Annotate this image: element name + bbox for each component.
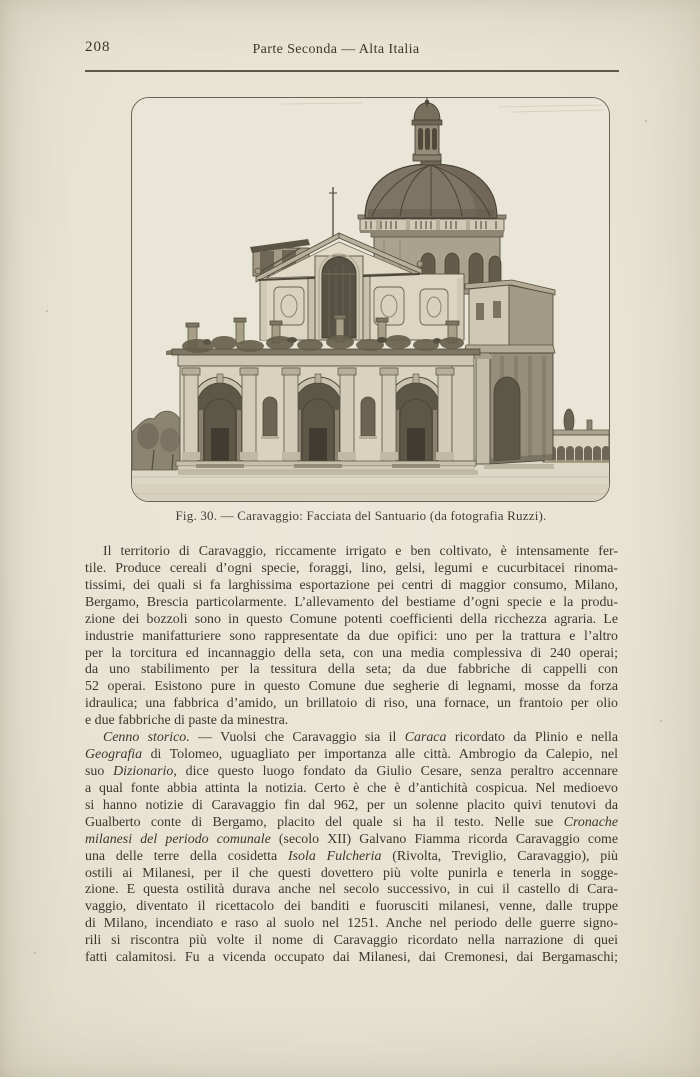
figure-caption: Fig. 30. — Caravaggio: Facciata del Santuario (da fotografia Ruzzi).: [175, 508, 547, 523]
text-line: Bergamo, Brescia particolarmente. L’allevamento del bestiame d’ogni specie e la produ-: [85, 594, 618, 610]
text-line: idraulica; una fabbrica d’amido, un brillatoio di riso, una fornace, un frantoio per olio: [85, 696, 618, 712]
text-line: fatti calamitosi. Fu a vicenda occupato dai Milanesi, dai Cremonesi, dai Bergamaschi;: [85, 950, 618, 966]
santuario-engraving-illustration: [132, 98, 609, 501]
text-line: Geografia di Tolomeo, uguagliato per importanza alle città. Ambrogio da Calepio, nel: [85, 747, 618, 763]
text-line: Cenno storico. — Vuolsi che Caravaggio sia il Caraca ricordato da Plinio e nella: [103, 730, 618, 746]
page-speck: [645, 120, 647, 122]
text-line: per la torcitura ed incannaggio della seta, con una media complessiva di 240 operai;: [85, 645, 618, 661]
paragraph: [85, 544, 618, 730]
text-line: rili si riscontra più volte il nome di Caravaggio ricordato nella narrazione di quei: [85, 933, 618, 949]
text-line: zione dei bozzoli sono in questo Comune potenti coefficienti della ricchezza agraria. Le: [85, 611, 618, 627]
text-line: industrie manifatturiere sono rappresentate da due opifici: uno per la trattura e l’altro: [85, 628, 618, 644]
page-speck: [46, 310, 48, 312]
portico: [166, 349, 480, 470]
text-line: Gualberto conte di Bergamo, placito del quale si ha il testo. Nelle sue Cronache: [85, 814, 618, 830]
header-rule: [85, 70, 619, 72]
text-line: una delle terre della cosidetta Isola Fulcheria (Rivolta, Treviglio, Caravaggio), più: [85, 848, 618, 864]
text-line: Il territorio di Caravaggio, riccamente irrigato e ben coltivato, è intensamente fer-: [103, 544, 618, 559]
page-number: 208: [85, 39, 111, 55]
paragraph: [85, 730, 618, 967]
text-line: tile. Produce cereali d’ogni specie, foraggi, lino, gelsi, legumi e cucurbitacei rinoma-: [85, 560, 618, 576]
text-line: milanesi del periodo comunale (secolo XII) Galvano Fiamma ricorda Caravaggio come: [85, 831, 618, 847]
text-line: ostili ai Milanesi, per il che questi dovettero più volte punirla e tenerla in sogge-: [85, 865, 618, 881]
text-line: suo Dizionario, dice questo luogo fondato da Giulio Cesare, senza peraltro accennare: [85, 763, 618, 779]
page-speck: [660, 720, 662, 722]
running-title: Parte Seconda — Alta Italia: [252, 42, 420, 57]
text-line: da uno stabilimento per la tessitura della seta; da due fabbriche di cappelli con: [85, 662, 618, 678]
text-line: tissimi, dei quali si fa larghissima esportazione pei centri di maggior consumo, Milano,: [85, 577, 618, 593]
right-wing: [464, 280, 555, 464]
text-line: si hanno notizie di Caravaggio fin dal 962, per un solenne placito quivi tenutovi da: [85, 797, 618, 813]
text-line: e due fabbriche di paste da minestra.: [85, 713, 289, 729]
text-line: di Milano, incendiato e raso al suolo nel 1251. Anche nel periodo delle guerre signo-: [85, 916, 618, 932]
figure-frame: [131, 97, 610, 502]
text-line: 52 operai. Esistono pure in questo Comune due segherie di legnami, mosse da forza: [85, 679, 618, 695]
page-speck: [34, 952, 36, 954]
portico-arch: [192, 374, 248, 461]
text-line: zione. E questa ostilità durava anche nel secolo successivo, in cui il castello di Cara-: [85, 882, 618, 898]
text-line: a qual fonte abbia attinta la notizia. Certo è che è d’antichità cospicua. Nel medioevo: [85, 780, 618, 796]
body-text: [85, 544, 618, 967]
text-line: vaggio, diventato il ricettacolo dei banditi e fuorusciti milanesi, venne, dalle truppe: [85, 899, 618, 915]
